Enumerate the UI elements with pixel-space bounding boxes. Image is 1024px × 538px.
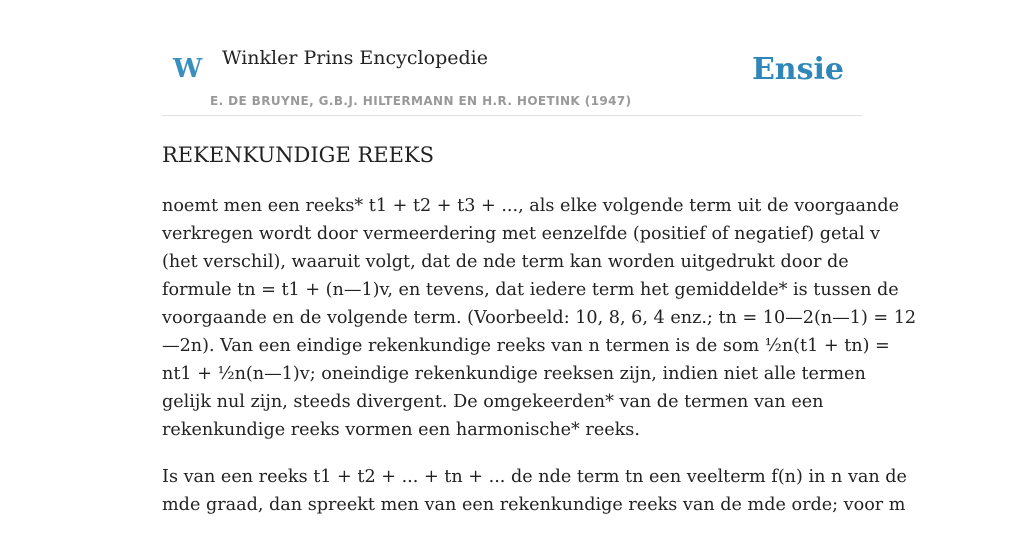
paragraph: [162, 192, 917, 444]
text-line: gelijk nul zijn, steeds divergent. De omgekeerden* van de termen van een: [162, 392, 824, 412]
text-line: Is van een reeks t1 + t2 + ... + tn + ... de nde term tn een veelterm f(n) in n van de: [162, 467, 907, 487]
encyclopedia-logo[interactable]: W: [173, 54, 203, 84]
paragraph: [162, 463, 907, 519]
text-line: mde graad, dan spreekt men van een rekenkundige reeks van de mde orde; voor m: [162, 495, 906, 515]
site-header: [162, 40, 862, 116]
text-line: verkregen wordt door vermeerdering met eenzelfde (positief of negatief) getal v: [162, 224, 881, 244]
text-line: noemt men een reeks* t1 + t2 + t3 + ..., als elke volgende term uit de voorgaande: [162, 196, 900, 216]
text-line: formule tn = t1 + (n—1)v, en tevens, dat iedere term het gemiddelde* is tussen de: [162, 280, 899, 300]
text-line: voorgaande en de volgende term. (Voorbeeld: 10, 8, 6, 4 enz.; tn = 10—2(n—1) = 12: [162, 308, 917, 328]
text-line: (het verschil), waaruit volgt, dat de nde term kan worden uitgedrukt door de: [162, 252, 849, 272]
text-line: —2n). Van een eindige rekenkundige reeks van n termen is de som ½n(t1 + tn) =: [162, 336, 890, 356]
text-line: nt1 + ½n(n—1)v; oneindige rekenkundige reeksen zijn, indien niet alle termen: [162, 364, 866, 384]
byline: E. DE BRUYNE, G.B.J. HILTERMANN EN H.R. HOETINK (1947): [210, 94, 632, 108]
brand-logo[interactable]: Ensie: [751, 52, 844, 87]
text-line: rekenkundige reeks vormen een harmonische* reeks.: [162, 420, 640, 440]
article-body: [162, 192, 917, 538]
article-title: REKENKUNDIGE REEKS: [162, 143, 435, 167]
encyclopedia-title[interactable]: Winkler Prins Encyclopedie: [222, 47, 488, 69]
